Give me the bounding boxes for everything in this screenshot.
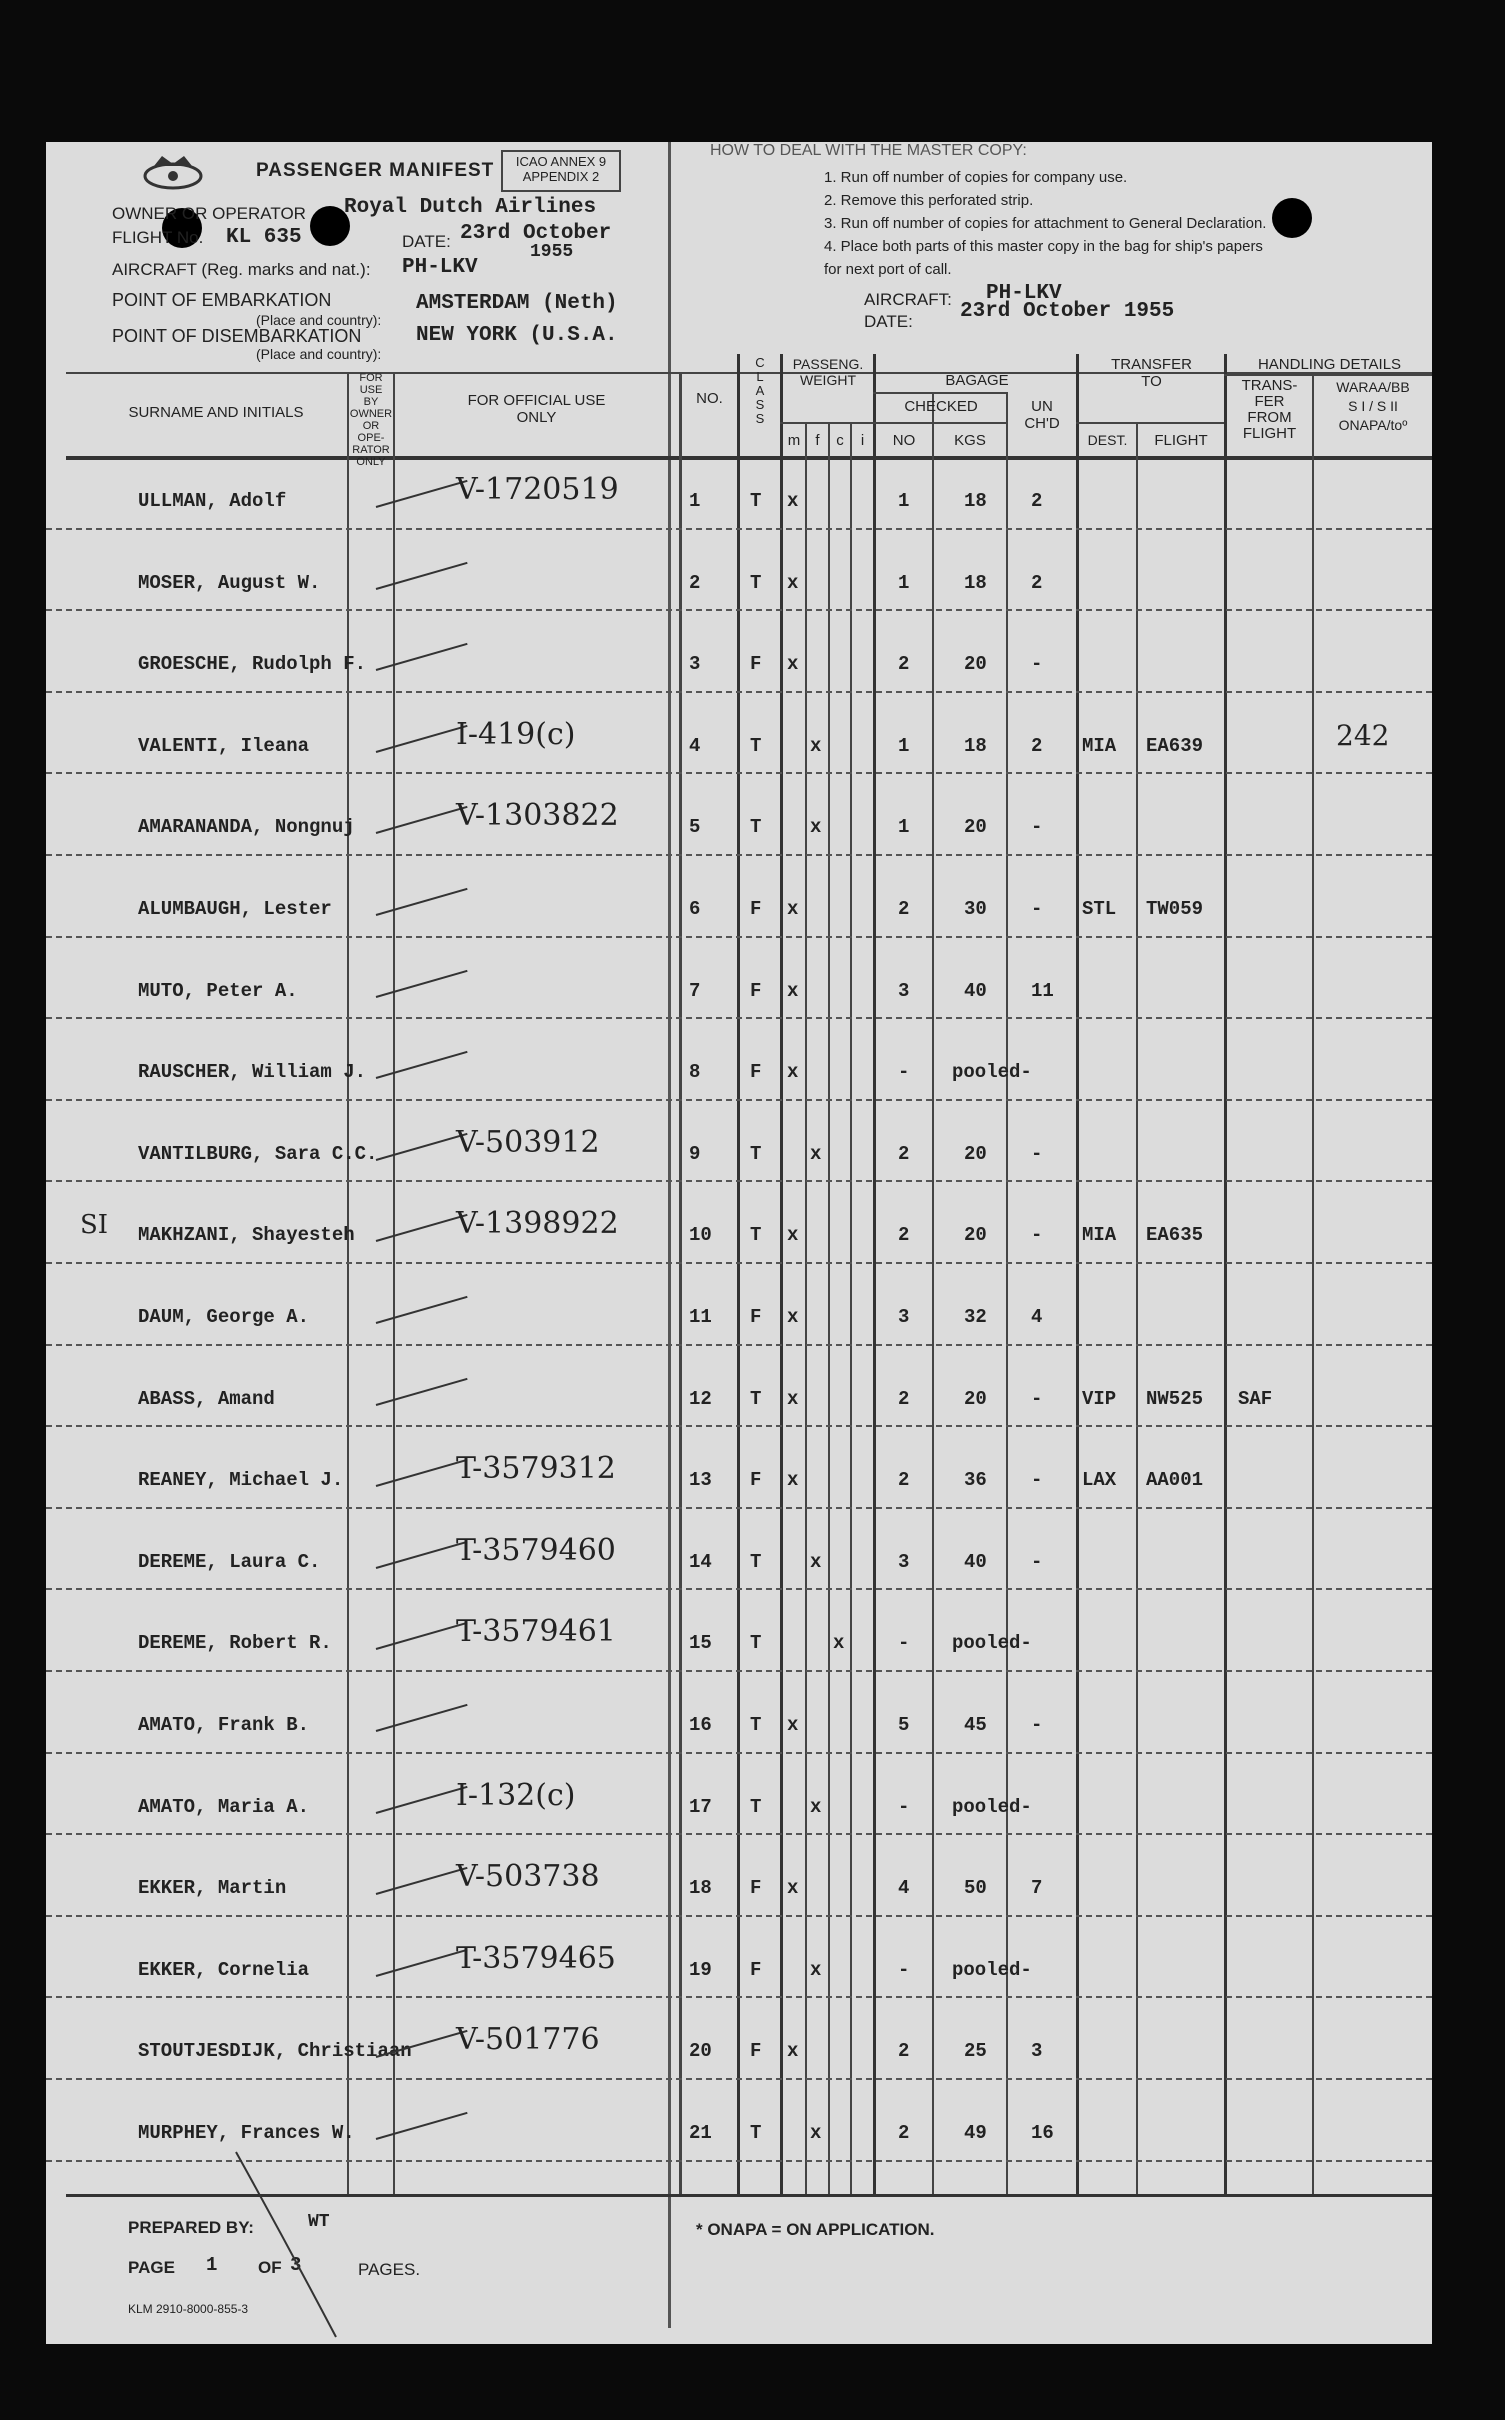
bag-kgs: 50 <box>964 1877 987 1900</box>
unchecked-bags: 11 <box>1031 979 1054 1002</box>
col-rule-bagage <box>873 354 876 2194</box>
bag-kgs: pooled- <box>952 1061 1032 1084</box>
class-code: F <box>750 1469 762 1492</box>
transfer-flight: AA001 <box>1146 1469 1204 1492</box>
unchecked-bags: - <box>1031 1714 1043 1736</box>
col-header-no: NO. <box>696 390 723 407</box>
passenger-name: ABASS, Amand <box>138 1387 275 1410</box>
seat-number: 2 <box>689 571 701 594</box>
flight-label: FLIGHT No. <box>112 228 204 247</box>
seat-number: 19 <box>689 1958 712 1981</box>
weight-mark: x <box>787 1714 799 1736</box>
weight-mark: x <box>787 898 799 920</box>
page-label: PAGE <box>128 2258 175 2277</box>
class-code: F <box>750 1306 762 1328</box>
class-code: T <box>750 571 762 594</box>
bag-count: 2 <box>898 1469 910 1492</box>
col-header-unchd: UN CH'D <box>1024 398 1060 432</box>
passenger-name: AMATO, Maria A. <box>138 1795 310 1818</box>
pages-label: PAGES. <box>358 2260 421 2279</box>
official-use-number: I-419(c) <box>456 716 576 752</box>
instructions-list <box>824 166 1266 281</box>
owner-label: OWNER OR OPERATOR <box>112 204 306 223</box>
class-code: T <box>750 1550 762 1573</box>
weight-mark: x <box>787 979 799 1002</box>
manifest-title: PASSENGER MANIFEST <box>256 160 495 181</box>
seat-number: 11 <box>689 1306 712 1328</box>
passenger-name: STOUTJESDIJK, Christiaan <box>138 2040 412 2063</box>
owner-check-mark <box>376 1541 468 1569</box>
instruction-2: 2. Remove this perforated strip. <box>824 192 1034 209</box>
unchecked-bags: - <box>1031 816 1043 839</box>
col-rule-w2 <box>805 424 807 2194</box>
passenger-name: ULLMAN, Adolf <box>138 490 287 512</box>
bag-kgs: 20 <box>964 1142 987 1165</box>
weight-mark: x <box>810 1142 822 1165</box>
col-header-weight-f: f <box>815 432 820 449</box>
weight-mark: x <box>810 1795 822 1818</box>
row-divider <box>46 1996 1432 1998</box>
passenger-name: MOSER, August W. <box>138 571 321 594</box>
col-header-transfer: TRANSFER TO <box>1111 356 1192 390</box>
seat-number: 4 <box>689 734 701 757</box>
date-value: 23rd October <box>460 222 612 245</box>
official-use-number: T-3579460 <box>456 1532 616 1568</box>
weight-mark: x <box>810 1550 822 1573</box>
owner-check-mark <box>376 643 468 671</box>
passenger-name: MURPHEY, Frances W. <box>138 2122 355 2144</box>
owner-check-mark <box>376 1622 468 1650</box>
row-divider <box>46 854 1432 856</box>
instructions-date-value: 23rd October 1955 <box>960 300 1175 323</box>
sub-rule-weight <box>780 422 873 424</box>
onapa-footnote: * ONAPA = ON APPLICATION. <box>696 2220 935 2239</box>
bag-count: 5 <box>898 1714 910 1736</box>
weight-mark: x <box>787 1224 799 1247</box>
owner-check-mark <box>376 806 468 834</box>
weight-mark: x <box>787 571 799 594</box>
col-header-handling: HANDLING DETAILS <box>1257 356 1402 373</box>
disembark-label: POINT OF DISEMBARKATION <box>112 326 362 346</box>
margin-note: SI <box>80 1210 109 1241</box>
punch-hole <box>1272 198 1312 238</box>
unchecked-bags: - <box>1031 1550 1043 1573</box>
transfer-from-flight: SAF <box>1238 1387 1273 1410</box>
passenger-name: ALUMBAUGH, Lester <box>138 898 332 920</box>
bag-count: 1 <box>898 490 910 512</box>
instruction-1: 1. Run off number of copies for company use. <box>824 169 1128 186</box>
weight-mark: x <box>810 2122 822 2144</box>
unchecked-bags: - <box>1031 1224 1043 1247</box>
owner-check-mark <box>376 1867 468 1895</box>
bag-count: 2 <box>898 1387 910 1410</box>
seat-number: 7 <box>689 979 701 1002</box>
row-divider <box>46 1344 1432 1346</box>
unchecked-bags: 2 <box>1031 490 1043 512</box>
col-header-bagage: BAGAGE <box>945 372 1009 389</box>
bag-count: - <box>898 1632 910 1655</box>
col-rule-class <box>737 354 740 2194</box>
col-header-official: FOR OFFICIAL USE ONLY <box>467 392 606 426</box>
unchecked-bags: 4 <box>1031 1306 1043 1328</box>
sub-rule-checked <box>873 422 1007 424</box>
bag-count: 1 <box>898 816 910 839</box>
owner-check-mark <box>376 725 468 753</box>
instructions-aircraft-value: PH-LKV <box>986 282 1062 305</box>
flight-value: KL 635 <box>226 226 302 249</box>
owner-check-mark <box>376 480 468 508</box>
seat-number: 20 <box>689 2040 712 2063</box>
col-header-surname: SURNAME AND INITIALS <box>128 404 304 421</box>
transfer-flight: NW525 <box>1146 1387 1204 1410</box>
weight-mark: x <box>810 1958 822 1981</box>
col-header-bag-no: NO <box>892 432 916 449</box>
perforation-line <box>668 142 671 2328</box>
aircraft-value: PH-LKV <box>402 256 478 279</box>
class-code: T <box>750 1142 762 1165</box>
col-header-transfer-from: TRANS- FER FROM FLIGHT <box>1241 377 1298 442</box>
icao-box <box>501 150 621 192</box>
passenger-name: DAUM, George A. <box>138 1306 310 1328</box>
prepared-by-value: WT <box>308 2212 330 2232</box>
transfer-flight: EA639 <box>1146 734 1204 757</box>
class-code: T <box>750 1632 762 1655</box>
row-divider <box>46 691 1432 693</box>
row-divider <box>46 1670 1432 1672</box>
row-divider <box>46 2078 1432 2080</box>
class-code: F <box>750 979 762 1002</box>
class-code: F <box>750 2040 762 2063</box>
row-divider <box>46 772 1432 774</box>
seat-number: 3 <box>689 653 701 676</box>
weight-mark: x <box>787 1306 799 1328</box>
bag-count: 2 <box>898 653 910 676</box>
owner-value: Royal Dutch Airlines <box>344 196 597 219</box>
bag-kgs: 20 <box>964 816 987 839</box>
official-use-number: T-3579312 <box>456 1451 616 1487</box>
col-rule-kgs <box>932 392 934 2194</box>
date-label: DATE: <box>402 232 451 251</box>
class-code: T <box>750 2122 762 2144</box>
bag-kgs: 20 <box>964 653 987 676</box>
bag-count: 3 <box>898 979 910 1002</box>
col-header-class: C L A S S <box>755 355 765 426</box>
bag-count: 2 <box>898 898 910 920</box>
row-divider <box>46 609 1432 611</box>
col-header-weight-m: m <box>787 432 801 449</box>
weight-mark: x <box>787 1061 799 1084</box>
bag-count: 1 <box>898 734 910 757</box>
owner-check-mark <box>376 561 468 589</box>
col-header-dest: DEST. <box>1087 432 1128 448</box>
weight-mark: x <box>787 653 799 676</box>
passenger-name: DEREME, Robert R. <box>138 1632 332 1655</box>
row-divider <box>46 1752 1432 1754</box>
transfer-dest: MIA <box>1082 1224 1117 1247</box>
disembark-value: NEW YORK (U.S.A. <box>416 324 618 347</box>
bag-kgs: pooled- <box>952 1958 1032 1981</box>
passenger-name: REANEY, Michael J. <box>138 1469 344 1492</box>
class-code: F <box>750 898 762 920</box>
bag-count: 1 <box>898 571 910 594</box>
seat-number: 1 <box>689 490 701 512</box>
transfer-flight: TW059 <box>1146 898 1204 920</box>
transfer-dest: LAX <box>1082 1469 1117 1492</box>
col-rule-transfer <box>1076 354 1079 2194</box>
embark-label: POINT OF EMBARKATION <box>112 290 332 310</box>
seat-number: 17 <box>689 1795 712 1818</box>
passenger-name: EKKER, Cornelia <box>138 1958 310 1981</box>
aircraft-label: AIRCRAFT (Reg. marks and nat.): <box>112 260 371 279</box>
col-rule-weight <box>780 354 783 2194</box>
row-divider <box>46 1507 1432 1509</box>
unchecked-bags: 2 <box>1031 734 1043 757</box>
sub-rule-transfer <box>1076 422 1224 424</box>
bag-kgs: pooled- <box>952 1632 1032 1655</box>
bag-kgs: 18 <box>964 734 987 757</box>
col-header-owner-use: FOR USE BY OWNER OR OPE- RATOR ONLY <box>349 372 393 468</box>
col-rule-official <box>393 374 395 2194</box>
seat-number: 5 <box>689 816 701 839</box>
weight-mark: x <box>787 1877 799 1900</box>
bag-kgs: 20 <box>964 1387 987 1410</box>
col-header-waraa: WARAA/BB S I / S II ONAPA/toº <box>1336 379 1410 433</box>
unchecked-bags: - <box>1031 898 1043 920</box>
instructions-title: HOW TO DEAL WITH THE MASTER COPY: <box>710 142 1027 159</box>
col-rule-w4 <box>850 424 852 2194</box>
class-code: F <box>750 1958 762 1981</box>
owner-check-mark <box>376 2112 468 2140</box>
klm-crown-logo-icon <box>140 152 206 192</box>
transfer-dest: VIP <box>1082 1387 1117 1410</box>
weight-mark: x <box>787 1469 799 1492</box>
bag-count: 2 <box>898 1224 910 1247</box>
official-use-number: V-1303822 <box>456 798 619 834</box>
bag-count: 3 <box>898 1550 910 1573</box>
owner-check-mark <box>376 1785 468 1813</box>
bag-count: - <box>898 1795 910 1818</box>
unchecked-bags: 16 <box>1031 2122 1054 2144</box>
weight-mark: x <box>833 1632 845 1655</box>
embark-value: AMSTERDAM (Neth) <box>416 292 618 315</box>
class-code: F <box>750 653 762 676</box>
class-code: T <box>750 490 762 512</box>
row-divider <box>46 1833 1432 1835</box>
page-count: 3 <box>290 2254 302 2276</box>
bag-count: 2 <box>898 2040 910 2063</box>
unchecked-bags: - <box>1031 1387 1043 1410</box>
seat-number: 16 <box>689 1714 712 1736</box>
passenger-name: VANTILBURG, Sara C.C. <box>138 1142 378 1165</box>
class-code: T <box>750 1714 762 1736</box>
row-divider <box>46 1099 1432 1101</box>
instruction-4: 4. Place both parts of this master copy in the bag for ship's papers <box>824 238 1263 255</box>
unchecked-bags: 3 <box>1031 2040 1043 2063</box>
passenger-name: AMATO, Frank B. <box>138 1714 310 1736</box>
col-rule-no <box>679 374 682 2194</box>
form-number: KLM 2910-8000-855-3 <box>128 2302 249 2316</box>
col-rule-unchd <box>1006 392 1008 2194</box>
col-header-kgs: KGS <box>954 432 986 449</box>
passenger-name: MAKHZANI, Shayesteh <box>138 1224 355 1247</box>
official-use-number: T-3579461 <box>456 1614 616 1650</box>
bag-kgs: 20 <box>964 1224 987 1247</box>
unchecked-bags: - <box>1031 1142 1043 1165</box>
page-number: 1 <box>206 2254 218 2276</box>
col-rule-handling <box>1224 354 1227 2194</box>
seat-number: 21 <box>689 2122 712 2144</box>
instruction-3: 3. Run off number of copies for attachment to General Declaration. <box>824 215 1267 232</box>
weight-mark: x <box>787 2040 799 2063</box>
official-use-number: V-501776 <box>456 2022 600 2058</box>
seat-number: 8 <box>689 1061 701 1084</box>
col-header-passeng-weight: PASSENG. WEIGHT <box>792 356 864 388</box>
official-use-number: V-503912 <box>456 1124 600 1160</box>
col-header-weight-i: i <box>860 432 865 449</box>
owner-check-mark <box>376 1949 468 1977</box>
bag-count: 2 <box>898 1142 910 1165</box>
row-divider <box>46 1180 1432 1182</box>
seat-number: 9 <box>689 1142 701 1165</box>
col-rule-flight <box>1136 424 1138 2194</box>
bag-kgs: 40 <box>964 1550 987 1573</box>
class-code: T <box>750 1795 762 1818</box>
official-use-number: V-1398922 <box>456 1206 619 1242</box>
col-rule-w3 <box>828 424 830 2194</box>
owner-check-mark <box>376 1296 468 1324</box>
class-code: F <box>750 1061 762 1084</box>
icao-line-2: APPENDIX 2 <box>522 169 600 184</box>
bag-kgs: 40 <box>964 979 987 1002</box>
bag-count: - <box>898 1061 910 1084</box>
class-code: F <box>750 1877 762 1900</box>
of-label: OF <box>258 2258 282 2277</box>
seat-number: 12 <box>689 1387 712 1410</box>
unchecked-bags: - <box>1031 653 1043 676</box>
bag-kgs: 18 <box>964 571 987 594</box>
owner-check-mark <box>376 1377 468 1405</box>
embark-note: (Place and country): <box>256 312 382 328</box>
official-use-number: V-1720519 <box>456 472 619 507</box>
sub-rule-bagage <box>873 392 1007 394</box>
passenger-name: GROESCHE, Rudolph F. <box>138 653 367 676</box>
bag-kgs: pooled- <box>952 1795 1032 1818</box>
row-divider <box>46 1425 1432 1427</box>
manifest-sheet <box>46 142 1432 2344</box>
owner-check-mark <box>376 1214 468 1242</box>
sub-rule-handling <box>1224 374 1432 376</box>
passenger-name: AMARANANDA, Nongnuj <box>138 816 355 839</box>
transfer-dest: STL <box>1082 898 1117 920</box>
bag-kgs: 45 <box>964 1714 987 1736</box>
class-code: T <box>750 1387 762 1410</box>
bag-kgs: 36 <box>964 1469 987 1492</box>
seat-number: 6 <box>689 898 701 920</box>
official-use-number: V-503738 <box>456 1859 600 1895</box>
col-header-checked: CHECKED <box>904 398 978 415</box>
owner-check-mark <box>376 969 468 997</box>
bag-count: 3 <box>898 1306 910 1328</box>
transfer-dest: MIA <box>1082 734 1117 757</box>
owner-check-mark <box>376 1133 468 1161</box>
class-code: T <box>750 734 762 757</box>
class-code: T <box>750 1224 762 1247</box>
instructions-date-label: DATE: <box>864 312 913 331</box>
row-divider <box>46 1915 1432 1917</box>
owner-check-mark <box>376 1704 468 1732</box>
row-divider <box>46 1017 1432 1019</box>
bag-kgs: 18 <box>964 490 987 512</box>
unchecked-bags: - <box>1031 1469 1043 1492</box>
passenger-name: EKKER, Martin <box>138 1877 287 1900</box>
seat-number: 13 <box>689 1469 712 1492</box>
col-header-flight: FLIGHT <box>1154 432 1208 449</box>
icao-line-1: ICAO ANNEX 9 <box>515 154 607 169</box>
row-divider <box>46 528 1432 530</box>
passenger-name: MUTO, Peter A. <box>138 979 298 1002</box>
prepared-by-label: PREPARED BY: <box>128 2218 254 2237</box>
row-divider <box>46 1588 1432 1590</box>
owner-check-mark <box>376 1051 468 1079</box>
official-use-number: I-132(c) <box>456 1777 576 1813</box>
owner-check-mark <box>376 888 468 916</box>
col-rule-waraa <box>1312 374 1314 2194</box>
pen-stroke-mark <box>226 2142 346 2342</box>
seat-number: 15 <box>689 1632 712 1655</box>
row-divider <box>46 936 1432 938</box>
handling-note: 242 <box>1336 718 1390 752</box>
bag-kgs: 25 <box>964 2040 987 2063</box>
passenger-name: RAUSCHER, William J. <box>138 1061 367 1084</box>
instruction-5: for next port of call. <box>824 261 952 278</box>
seat-number: 10 <box>689 1224 712 1247</box>
seat-number: 14 <box>689 1550 712 1573</box>
bag-count: - <box>898 1958 910 1981</box>
class-code: T <box>750 816 762 839</box>
disembark-note: (Place and country): <box>256 346 382 362</box>
header-bottom-rule <box>66 456 1432 460</box>
transfer-flight: EA635 <box>1146 1224 1204 1247</box>
seat-number: 18 <box>689 1877 712 1900</box>
owner-check-mark <box>376 1459 468 1487</box>
row-divider <box>46 1262 1432 1264</box>
weight-mark: x <box>787 490 799 512</box>
bag-kgs: 32 <box>964 1306 987 1328</box>
passenger-name: VALENTI, Ileana <box>138 734 310 757</box>
weight-mark: x <box>810 734 822 757</box>
col-rule-owner <box>347 374 349 2194</box>
passenger-name: DEREME, Laura C. <box>138 1550 321 1573</box>
bag-kgs: 30 <box>964 898 987 920</box>
weight-mark: x <box>787 1387 799 1410</box>
bag-kgs: 49 <box>964 2122 987 2144</box>
date-year: 1955 <box>530 242 574 262</box>
weight-mark: x <box>810 816 822 839</box>
instructions-aircraft-label: AIRCRAFT: <box>864 290 952 309</box>
col-header-weight-c: c <box>836 432 844 449</box>
unchecked-bags: 2 <box>1031 571 1043 594</box>
official-use-number: T-3579465 <box>456 1940 616 1976</box>
bag-count: 2 <box>898 2122 910 2144</box>
bag-count: 4 <box>898 1877 910 1900</box>
unchecked-bags: 7 <box>1031 1877 1043 1900</box>
